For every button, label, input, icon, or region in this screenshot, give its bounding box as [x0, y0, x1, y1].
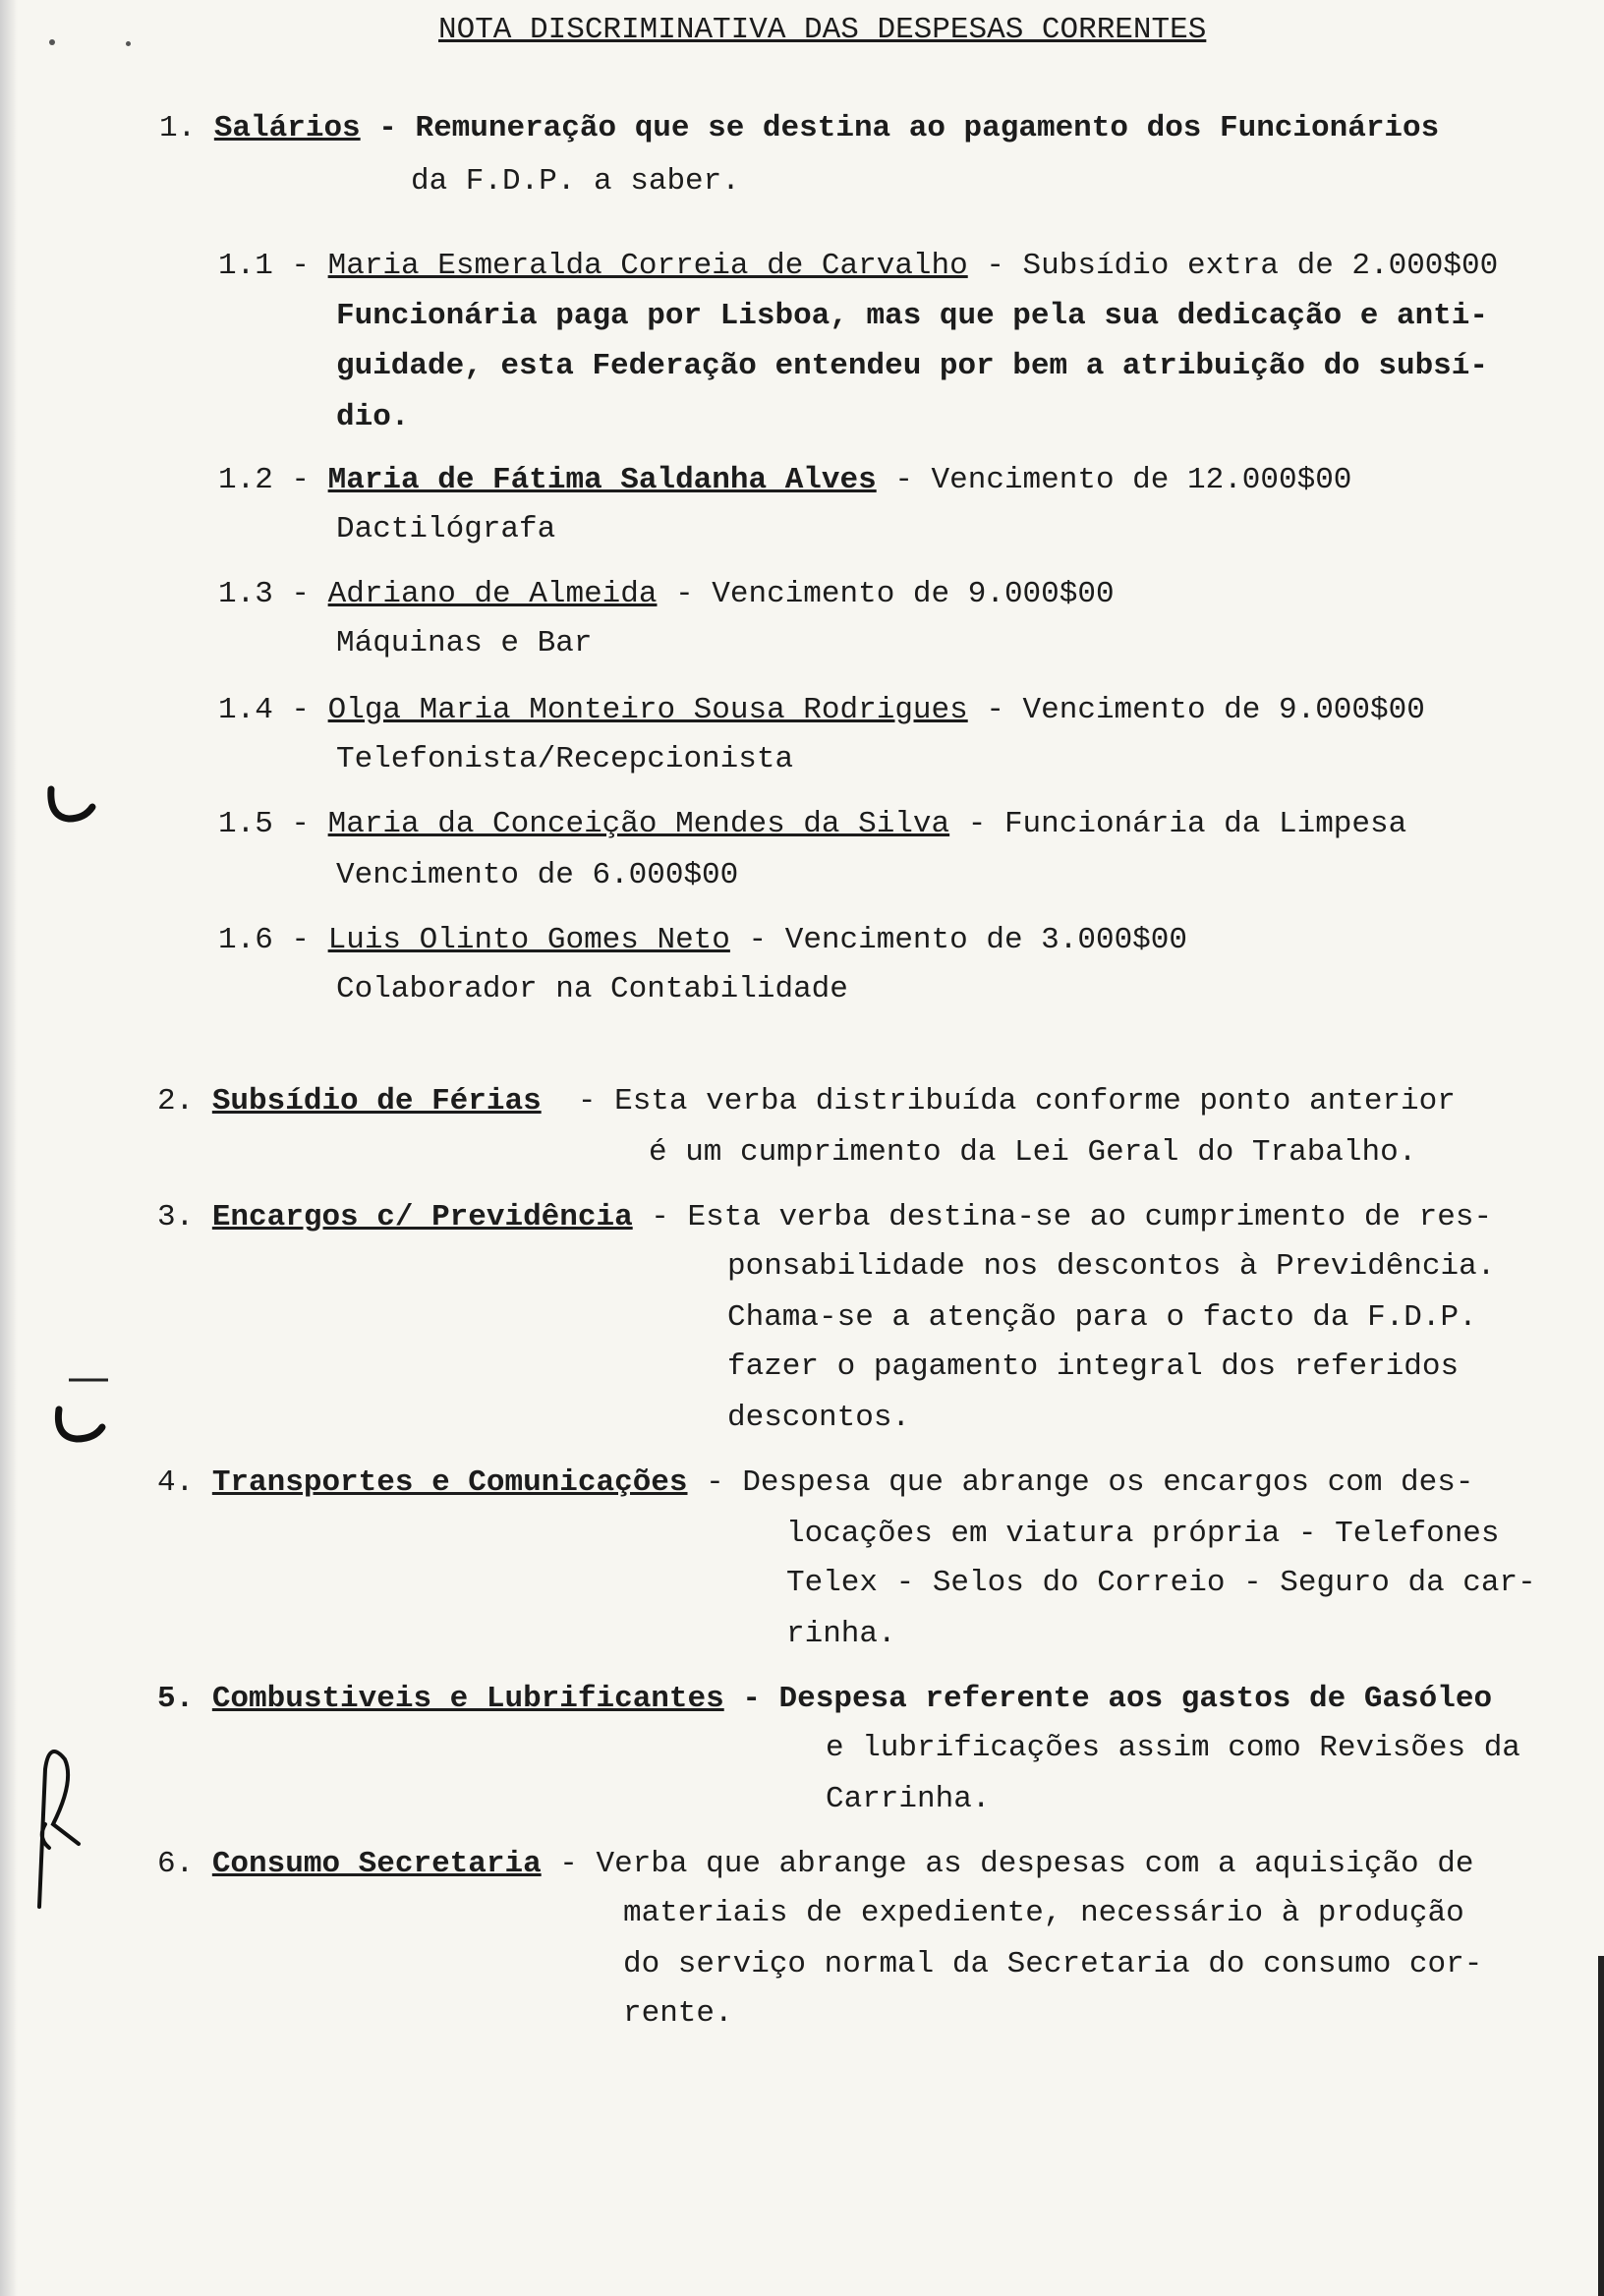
item-detail: - Vencimento de 9.000$00	[967, 693, 1425, 727]
section-5-number: 5.	[157, 1682, 195, 1716]
section-6-text: - Verba que abrange as despesas com a aquisição de	[541, 1847, 1474, 1881]
section-3-line-5: descontos.	[727, 1401, 911, 1435]
item-1-2-line-2: Dactilógrafa	[336, 512, 556, 546]
item-1-1-line-1	[218, 242, 1498, 291]
employee-name: Olga Maria Monteiro Sousa Rodrigues	[327, 693, 968, 727]
scan-speck	[49, 39, 55, 45]
section-2-text: - Esta verba distribuída conforme ponto anterior	[541, 1084, 1456, 1119]
item-1-2-line-1	[218, 456, 1351, 505]
section-3-text: - Esta verba destina-se ao cumprimento de res-	[632, 1200, 1493, 1234]
item-1-4-line-2: Telefonista/Recepcionista	[336, 742, 794, 776]
scan-edge-bar	[1598, 1956, 1604, 2296]
section-2-number: 2.	[157, 1084, 195, 1119]
employee-name: Adriano de Almeida	[327, 577, 658, 611]
page-title: NOTA DISCRIMINATIVA DAS DESPESAS CORRENTES	[438, 13, 1207, 47]
item-1-1-line-2: Funcionária paga por Lisboa, mas que pela sua dedicação e anti-	[336, 299, 1488, 333]
section-6-heading: Consumo Secretaria	[211, 1847, 542, 1881]
item-1-3-line-1	[218, 570, 1115, 619]
item-number: 1.5 -	[218, 807, 328, 841]
signature-initial-mark	[20, 1730, 88, 1917]
item-1-6-line-1	[218, 916, 1187, 965]
item-1-1-line-4: dio.	[336, 400, 410, 434]
section-3-line-3: Chama-se a atenção para o facto da F.D.P.	[727, 1300, 1477, 1335]
item-1-5-line-2: Vencimento de 6.000$00	[336, 858, 739, 892]
employee-name: Maria Esmeralda Correia de Carvalho	[327, 249, 968, 283]
item-1-4-line-1	[218, 686, 1425, 735]
margin-tick-mark	[39, 1366, 128, 1445]
employee-name: Maria da Conceição Mendes da Silva	[327, 807, 950, 841]
scan-edge-shadow	[0, 0, 18, 2296]
item-detail: - Vencimento de 3.000$00	[729, 923, 1187, 957]
section-2-line-1	[157, 1077, 1456, 1126]
section-4-text: - Despesa que abrange os encargos com des-	[687, 1465, 1474, 1500]
section-4-line-2: locações em viatura própria - Telefones	[786, 1517, 1500, 1551]
section-4-heading: Transportes e Comunicações	[211, 1465, 688, 1500]
margin-tick-mark	[39, 781, 98, 831]
section-1-line-1	[159, 104, 1439, 153]
section-2-heading: Subsídio de Férias	[211, 1084, 542, 1119]
section-6-number: 6.	[157, 1847, 195, 1881]
item-number: 1.2 -	[218, 463, 328, 497]
item-number: 1.4 -	[218, 693, 328, 727]
item-number: 1.3 -	[218, 577, 328, 611]
section-4-line-3: Telex - Selos do Correio - Seguro da car-	[786, 1566, 1536, 1600]
item-number: 1.6 -	[218, 923, 328, 957]
section-1-text-line-2: da F.D.P. a saber.	[411, 164, 740, 199]
item-1-6-line-2: Colaborador na Contabilidade	[336, 972, 848, 1006]
item-detail: - Funcionária da Limpesa	[949, 807, 1407, 841]
section-6-line-2: materiais de expediente, necessário à produção	[623, 1896, 1464, 1930]
section-3-line-4: fazer o pagamento integral dos referidos	[727, 1349, 1460, 1384]
section-6-line-4: rente.	[623, 1996, 733, 2031]
section-4-line-4: rinha.	[786, 1617, 896, 1651]
section-2-line-2: é um cumprimento da Lei Geral do Trabalho.	[649, 1135, 1417, 1170]
section-4-number: 4.	[157, 1465, 195, 1500]
section-6-line-1	[157, 1840, 1473, 1889]
section-1-text: - Remuneração que se destina ao pagamento dos Funcionários	[360, 111, 1440, 145]
item-detail: - Vencimento de 9.000$00	[657, 577, 1115, 611]
item-1-3-line-2: Máquinas e Bar	[336, 626, 593, 660]
item-detail: - Vencimento de 12.000$00	[876, 463, 1352, 497]
section-5-line-3: Carrinha.	[826, 1782, 991, 1816]
item-1-1-line-3: guidade, esta Federação entendeu por bem a atribuição do subsí-	[336, 349, 1488, 383]
section-5-line-2: e lubrificações assim como Revisões da	[826, 1731, 1520, 1765]
section-5-text: - Despesa referente aos gastos de Gasóleo	[723, 1682, 1493, 1716]
scan-speck	[126, 41, 131, 46]
item-number: 1.1 -	[218, 249, 328, 283]
item-1-5-line-1	[218, 800, 1406, 849]
section-1-heading: Salários	[213, 111, 361, 145]
section-3-number: 3.	[157, 1200, 195, 1234]
employee-name: Maria de Fátima Saldanha Alves	[327, 463, 877, 497]
section-3-heading: Encargos c/ Previdência	[211, 1200, 633, 1234]
section-5-line-1	[157, 1675, 1492, 1724]
item-detail: - Subsídio extra de 2.000$00	[967, 249, 1499, 283]
section-1-number: 1.	[159, 111, 197, 145]
section-6-line-3: do serviço normal da Secretaria do consumo cor-	[623, 1947, 1483, 1981]
section-4-line-1	[157, 1459, 1473, 1508]
section-3-line-2: ponsabilidade nos descontos à Previdência.	[727, 1249, 1496, 1284]
section-5-heading: Combustiveis e Lubrificantes	[211, 1682, 724, 1716]
section-3-line-1	[157, 1193, 1492, 1242]
employee-name: Luis Olinto Gomes Neto	[327, 923, 730, 957]
